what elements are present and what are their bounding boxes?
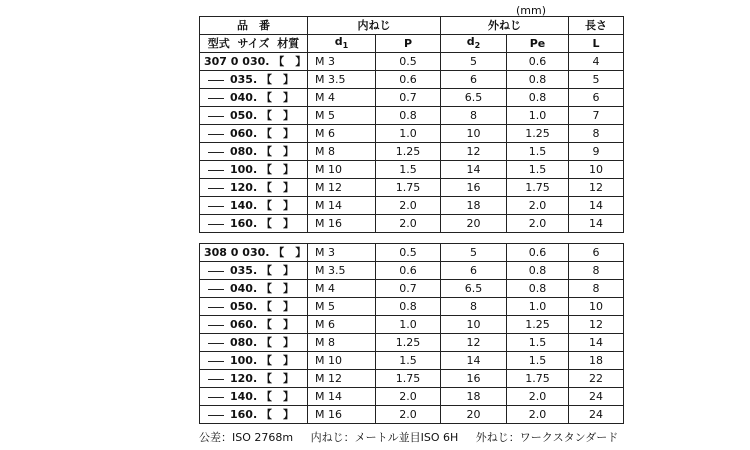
header-model-size-material: [200, 35, 308, 53]
outer-pitch-cell: 0.8: [507, 89, 569, 107]
outer-pitch-cell: 2.0: [507, 197, 569, 215]
length-cell: 12: [569, 179, 624, 197]
length-cell: 18: [569, 352, 624, 370]
thread-size-cell: M 4: [308, 89, 376, 107]
length-cell: 8: [569, 262, 624, 280]
material-placeholder: 【 】: [260, 408, 294, 421]
dash-mark: [208, 415, 224, 416]
dash-mark: [208, 98, 224, 99]
pitch-cell: 2.0: [376, 388, 441, 406]
header-d1-sub: 1: [342, 41, 349, 51]
length-cell: 14: [569, 197, 624, 215]
pitch-cell: 0.6: [376, 71, 441, 89]
length-cell: 6: [569, 244, 624, 262]
part-number-cell: [200, 89, 308, 107]
thread-size-cell: M 3.5: [308, 262, 376, 280]
outer-diameter-cell: 5: [441, 244, 507, 262]
header-model: 型式: [207, 37, 230, 50]
outer-diameter-cell: 16: [441, 370, 507, 388]
length-cell: 12: [569, 316, 624, 334]
part-number-cell: [200, 179, 308, 197]
size-value: 060.: [230, 127, 258, 140]
outer-diameter-cell: 6.5: [441, 280, 507, 298]
size-value: 060.: [230, 318, 258, 331]
outer-pitch-cell: 1.75: [507, 370, 569, 388]
material-placeholder: 【 】: [273, 246, 307, 259]
thread-size-cell: M 14: [308, 388, 376, 406]
outer-diameter-cell: 6: [441, 71, 507, 89]
table-row: [200, 406, 624, 424]
outer-pitch-cell: 0.8: [507, 71, 569, 89]
table-row: [200, 316, 624, 334]
footnote-inner-thread: 内ねじ：メートル並目ISO 6H: [310, 431, 459, 444]
length-cell: 9: [569, 143, 624, 161]
table-row: [200, 280, 624, 298]
pitch-cell: 1.5: [376, 161, 441, 179]
thread-size-cell: M 6: [308, 316, 376, 334]
header-part-number: 品 番: [200, 17, 308, 35]
table-row: [200, 388, 624, 406]
outer-pitch-cell: 2.0: [507, 388, 569, 406]
outer-diameter-cell: 14: [441, 352, 507, 370]
pitch-cell: 2.0: [376, 215, 441, 233]
pitch-cell: 1.0: [376, 125, 441, 143]
thread-size-cell: M 3.5: [308, 71, 376, 89]
outer-diameter-cell: 8: [441, 298, 507, 316]
table-row: [200, 125, 624, 143]
material-placeholder: 【 】: [260, 199, 294, 212]
outer-pitch-cell: 2.0: [507, 406, 569, 424]
header-p: P: [376, 35, 441, 53]
footnote: [199, 429, 632, 445]
pitch-cell: 2.0: [376, 406, 441, 424]
outer-pitch-cell: 1.25: [507, 316, 569, 334]
size-value: 080.: [230, 336, 258, 349]
outer-pitch-cell: 0.8: [507, 262, 569, 280]
outer-diameter-cell: 18: [441, 388, 507, 406]
material-placeholder: 【 】: [260, 282, 294, 295]
dash-mark: [208, 152, 224, 153]
header-pe: Pe: [507, 35, 569, 53]
table-row: [200, 107, 624, 125]
outer-diameter-cell: 12: [441, 143, 507, 161]
pitch-cell: 0.8: [376, 298, 441, 316]
dash-mark: [208, 80, 224, 81]
header-column-row: [200, 35, 624, 53]
thread-size-cell: M 8: [308, 334, 376, 352]
table-row: [200, 334, 624, 352]
material-placeholder: 【 】: [260, 318, 294, 331]
material-placeholder: 【 】: [260, 336, 294, 349]
model-value: 308 0: [204, 246, 239, 259]
table-row: [200, 352, 624, 370]
table-307-body: [200, 53, 624, 233]
dash-mark: [208, 379, 224, 380]
table-row: [200, 179, 624, 197]
size-value: 160.: [230, 217, 258, 230]
outer-diameter-cell: 5: [441, 53, 507, 71]
part-number-cell: [200, 370, 308, 388]
length-cell: 22: [569, 370, 624, 388]
dash-mark: [208, 289, 224, 290]
material-placeholder: 【 】: [260, 217, 294, 230]
spec-table-308: [199, 243, 624, 424]
header-d2-sub: 2: [474, 41, 481, 51]
header-d1: $d_1$: [308, 35, 376, 53]
footnote-tolerance: 公差：ISO 2768m: [199, 431, 294, 444]
part-number-cell: [200, 71, 308, 89]
thread-size-cell: M 12: [308, 370, 376, 388]
length-cell: 8: [569, 125, 624, 143]
outer-diameter-cell: 20: [441, 215, 507, 233]
pitch-cell: 1.25: [376, 143, 441, 161]
thread-size-cell: M 6: [308, 125, 376, 143]
size-value: 100.: [230, 163, 258, 176]
pitch-cell: 1.75: [376, 179, 441, 197]
thread-size-cell: M 16: [308, 215, 376, 233]
pitch-cell: 2.0: [376, 197, 441, 215]
outer-pitch-cell: 1.5: [507, 334, 569, 352]
material-placeholder: 【 】: [260, 163, 294, 176]
outer-diameter-cell: 8: [441, 107, 507, 125]
header-inner-thread: 内ねじ: [308, 17, 441, 35]
part-number-cell: [200, 298, 308, 316]
part-number-cell: [200, 262, 308, 280]
dash-mark: [208, 188, 224, 189]
outer-pitch-cell: 0.6: [507, 53, 569, 71]
part-number-cell: [200, 334, 308, 352]
outer-pitch-cell: 1.5: [507, 143, 569, 161]
header-length: 長さ: [569, 17, 624, 35]
pitch-cell: 0.6: [376, 262, 441, 280]
header-material: 材質: [277, 37, 300, 50]
table-row: [200, 197, 624, 215]
dash-mark: [208, 206, 224, 207]
pitch-cell: 1.25: [376, 334, 441, 352]
size-value: 140.: [230, 199, 258, 212]
outer-pitch-cell: 0.6: [507, 244, 569, 262]
part-number-cell: [200, 143, 308, 161]
part-number-cell: [200, 107, 308, 125]
header-group-row: [200, 17, 624, 35]
outer-pitch-cell: 2.0: [507, 215, 569, 233]
outer-diameter-cell: 6: [441, 262, 507, 280]
size-value: 160.: [230, 408, 258, 421]
size-value: 050.: [230, 300, 258, 313]
footnote-outer-thread: 外ねじ：ワークスタンダード: [475, 431, 619, 444]
length-cell: 24: [569, 406, 624, 424]
dash-mark: [208, 361, 224, 362]
part-number-cell: [200, 53, 308, 71]
outer-diameter-cell: 6.5: [441, 89, 507, 107]
outer-pitch-cell: 1.0: [507, 107, 569, 125]
pitch-cell: 1.0: [376, 316, 441, 334]
material-placeholder: 【 】: [260, 181, 294, 194]
pitch-cell: 0.7: [376, 89, 441, 107]
material-placeholder: 【 】: [260, 91, 294, 104]
dash-mark: [208, 170, 224, 171]
size-value: 100.: [230, 354, 258, 367]
size-value: 120.: [230, 181, 258, 194]
pitch-cell: 1.75: [376, 370, 441, 388]
dash-mark: [208, 343, 224, 344]
material-placeholder: 【 】: [260, 73, 294, 86]
size-value: 030.: [242, 246, 270, 259]
material-placeholder: 【 】: [273, 55, 307, 68]
length-cell: 24: [569, 388, 624, 406]
header-outer-thread: 外ねじ: [441, 17, 569, 35]
thread-size-cell: M 14: [308, 197, 376, 215]
thread-size-cell: M 8: [308, 143, 376, 161]
length-cell: 14: [569, 215, 624, 233]
dash-mark: [208, 134, 224, 135]
outer-pitch-cell: 1.0: [507, 298, 569, 316]
length-cell: 7: [569, 107, 624, 125]
dash-mark: [208, 224, 224, 225]
length-cell: 5: [569, 71, 624, 89]
header-d2: $d_2$: [441, 35, 507, 53]
size-value: 030.: [242, 55, 270, 68]
outer-pitch-cell: 0.8: [507, 280, 569, 298]
material-placeholder: 【 】: [260, 354, 294, 367]
outer-diameter-cell: 20: [441, 406, 507, 424]
material-placeholder: 【 】: [260, 127, 294, 140]
pitch-cell: 1.5: [376, 352, 441, 370]
thread-size-cell: M 5: [308, 107, 376, 125]
outer-diameter-cell: 12: [441, 334, 507, 352]
table-row: [200, 215, 624, 233]
part-number-cell: [200, 215, 308, 233]
part-number-cell: [200, 125, 308, 143]
size-value: 035.: [230, 73, 258, 86]
pitch-cell: 0.8: [376, 107, 441, 125]
size-value: 050.: [230, 109, 258, 122]
part-number-cell: [200, 406, 308, 424]
outer-diameter-cell: 16: [441, 179, 507, 197]
size-value: 120.: [230, 372, 258, 385]
table-row: [200, 262, 624, 280]
dash-mark: [208, 307, 224, 308]
length-cell: 6: [569, 89, 624, 107]
material-placeholder: 【 】: [260, 300, 294, 313]
part-number-cell: [200, 388, 308, 406]
table-row: [200, 71, 624, 89]
table-308-body: [200, 244, 624, 424]
table-row: [200, 53, 624, 71]
table-row: [200, 143, 624, 161]
size-value: 040.: [230, 91, 258, 104]
thread-size-cell: M 5: [308, 298, 376, 316]
part-number-cell: [200, 197, 308, 215]
table-row: [200, 244, 624, 262]
pitch-cell: 0.5: [376, 53, 441, 71]
material-placeholder: 【 】: [260, 264, 294, 277]
dash-mark: [208, 271, 224, 272]
thread-size-cell: M 10: [308, 161, 376, 179]
table-row: [200, 298, 624, 316]
thread-size-cell: M 3: [308, 244, 376, 262]
outer-pitch-cell: 1.5: [507, 161, 569, 179]
outer-diameter-cell: 10: [441, 316, 507, 334]
length-cell: 8: [569, 280, 624, 298]
table-row: [200, 161, 624, 179]
part-number-cell: [200, 161, 308, 179]
part-number-cell: [200, 316, 308, 334]
thread-size-cell: M 3: [308, 53, 376, 71]
dash-mark: [208, 116, 224, 117]
size-value: 140.: [230, 390, 258, 403]
material-placeholder: 【 】: [260, 390, 294, 403]
header-size: サイズ: [237, 37, 270, 50]
size-value: 040.: [230, 282, 258, 295]
size-value: 080.: [230, 145, 258, 158]
dash-mark: [208, 325, 224, 326]
outer-diameter-cell: 18: [441, 197, 507, 215]
material-placeholder: 【 】: [260, 145, 294, 158]
thread-size-cell: M 12: [308, 179, 376, 197]
table-row: [200, 370, 624, 388]
material-placeholder: 【 】: [260, 109, 294, 122]
thread-size-cell: M 4: [308, 280, 376, 298]
spec-table-307: [199, 16, 624, 233]
length-cell: 4: [569, 53, 624, 71]
length-cell: 14: [569, 334, 624, 352]
pitch-cell: 0.7: [376, 280, 441, 298]
length-cell: 10: [569, 298, 624, 316]
table-row: [200, 89, 624, 107]
outer-diameter-cell: 10: [441, 125, 507, 143]
outer-diameter-cell: 14: [441, 161, 507, 179]
outer-pitch-cell: 1.25: [507, 125, 569, 143]
part-number-cell: [200, 352, 308, 370]
header-l: L: [569, 35, 624, 53]
size-value: 035.: [230, 264, 258, 277]
dash-mark: [208, 397, 224, 398]
material-placeholder: 【 】: [260, 372, 294, 385]
model-value: 307 0: [204, 55, 239, 68]
thread-size-cell: M 16: [308, 406, 376, 424]
outer-pitch-cell: 1.75: [507, 179, 569, 197]
part-number-cell: [200, 244, 308, 262]
thread-size-cell: M 10: [308, 352, 376, 370]
length-cell: 10: [569, 161, 624, 179]
unit-label: (mm): [516, 4, 547, 17]
pitch-cell: 0.5: [376, 244, 441, 262]
outer-pitch-cell: 1.5: [507, 352, 569, 370]
part-number-cell: [200, 280, 308, 298]
